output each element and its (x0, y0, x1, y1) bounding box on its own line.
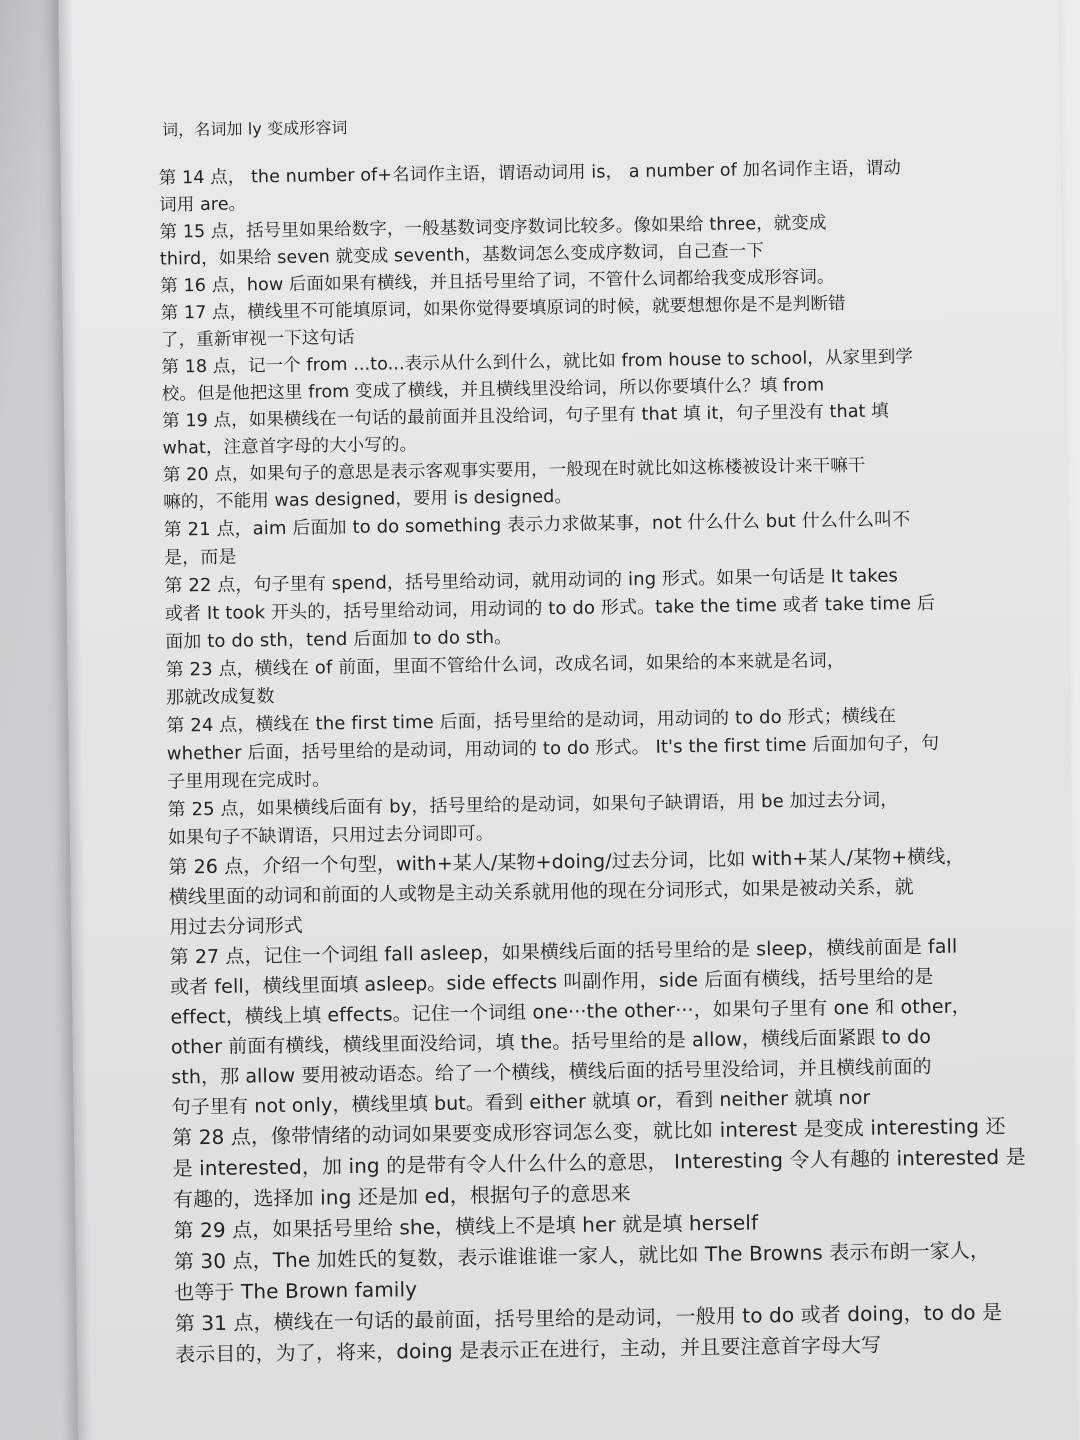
text-line: 句子里有 not only，横线里填 but。看到 either 就填 or，看到 neither 就填 nor (171, 1086, 871, 1119)
text-line: 横线里面的动词和前面的人或物是主动关系就用他的现在分词形式，如果是被动关系，就 (168, 876, 914, 909)
text-line: 是 interested，加 ing 的是带有令人什么什么的意思， Interesting 令人有趣的 interested 是 (172, 1144, 1026, 1181)
text-line: 第 25 点，如果横线后面有 by，括号里给的是动词，如果句子缺谓语，用 be 加过去分词， (167, 789, 899, 821)
text-line: 子里用现在完成时。 (167, 769, 331, 793)
text-line: 第 31 点，横线在一句话的最前面，括号里给的是动词，一般用 to do 或者 doing，to do 是 (174, 1299, 1003, 1336)
text-line: 第 29 点，如果括号里给 she，横线上不是填 her 就是填 herself (173, 1210, 759, 1243)
document-page (58, 0, 1079, 1440)
text-line: what，注意首字母的大小写的。 (162, 435, 418, 459)
text-line: 第 26 点，介绍一个句型，with+某人/某物+doing/过去分词，比如 with+某人/某物+横线， (168, 845, 965, 879)
text-line: 是，而是 (163, 546, 237, 569)
text-line: 第 15 点，括号里如果给数字，一般基数词变序数词比较多。像如果给 three，就变成 (159, 213, 827, 243)
text-line: 第 30 点，The 加姓氏的复数，表示谁谁谁一家人，就比如 The Browns 表示布朗一家人， (173, 1238, 991, 1274)
text-line: 那就改成复数 (165, 686, 275, 709)
text-line: 或者 It took 开头的，括号里给动词，用动词的 to do 形式。take the time 或者 take time 后 (164, 592, 936, 625)
text-line: 第 16 点，how 后面如果有横线，并且括号里给了词，不管什么词都给我变成形容词。 (160, 267, 835, 297)
text-line: 或者 fell，横线里面填 asleep。side effects 叫副作用，side 后面有横线，括号里给的是 (169, 965, 934, 999)
text-line: 第 17 点，横线里不可能填原词，如果你觉得要填原词的时候，就要想想你是不是判断错 (160, 294, 846, 324)
text-line: 如果句子不缺谓语，只用过去分词即可。 (167, 822, 494, 849)
text-line: 表示目的，为了，将来，doing 是表示正在进行，主动，并且要注意首字母大写 (175, 1332, 882, 1367)
text-line: 也等于 The Brown family (174, 1277, 418, 1305)
text-line: third，如果给 seven 就变成 seventh，基数词怎么变成序数词，自己查一下 (159, 241, 765, 270)
text-line: 校。但是他把这里 from 变成了横线，并且横线里没给词，所以你要填什么？填 from (161, 375, 825, 405)
text-line: sth，那 allow 要用被动语态。给了一个横线，横线后面的括号里没给词，并且横线前面的 (171, 1055, 932, 1089)
text-line: 第 24 点，横线在 the first time 后面，括号里给的是动词，用动词的 to do 形式；横线在 (166, 705, 897, 737)
text-line: 词用 are。 (159, 194, 247, 216)
page-text (158, 105, 1026, 1370)
text-line: 有趣的，选择加 ing 还是加 ed，根据句子的意思来 (172, 1181, 631, 1212)
text-line: 词，名词加 ly 变成形容词 (161, 117, 348, 140)
text-line: 用过去分词形式 (169, 914, 304, 939)
text-line: 第 14 点， the number of+名词作主语，谓语动词用 is， a number of 加名词作主语，谓动 (158, 158, 902, 189)
text-line: 第 23 点，横线在 of 前面，里面不管给什么词，改成名词，如果给的本来就是名词， (165, 650, 846, 681)
text-line: 嘛的，不能用 was designed，要用 is designed。 (163, 486, 573, 513)
text-line: whether 后面，括号里给的是动词，用动词的 to do 形式。 It's the first time 后面加句子，句 (166, 732, 940, 765)
text-line: 面加 to do sth，tend 后面加 to do sth。 (165, 626, 513, 653)
text-line: 第 27 点，记住一个词组 fall asleep，如果横线后面的括号里给的是 sleep，横线前面是 fall (169, 935, 958, 969)
text-line: 第 19 点，如果横线在一句话的最前面并且没给词，句子里有 that 填 it，句子里没有 that 填 (162, 401, 889, 432)
text-line: 第 18 点，记一个 from ...to...表示从什么到什么，就比如 from house to school，从家里到学 (161, 347, 914, 378)
text-line: 第 20 点，如果句子的意思是表示客观事实要用，一般现在时就比如这栋楼被设计来干嘛干 (162, 455, 866, 486)
text-line: 第 28 点，像带情绪的动词如果要变成形容词怎么变，就比如 interest 是变成 interesting 还 (172, 1113, 1006, 1150)
text-line: 第 21 点，aim 后面加 to do something 表示力求做某事，not 什么什么 but 什么什么叫不 (163, 509, 911, 541)
page-edge-shadow (58, 0, 93, 1440)
text-line: effect，横线上填 effects。记住一个词组 one···the other···，如果句子里有 one 和 other， (170, 995, 971, 1029)
text-line: 第 22 点，句子里有 spend，括号里给动词，就用动词的 ing 形式。如果一句话是 It takes (164, 565, 899, 597)
text-line: other 前面有横线，横线里面没给词，填 the。括号里给的是 allow，横线后面紧跟 to do (170, 1025, 932, 1059)
text-line: 了，重新审视一下这句话 (160, 327, 355, 351)
